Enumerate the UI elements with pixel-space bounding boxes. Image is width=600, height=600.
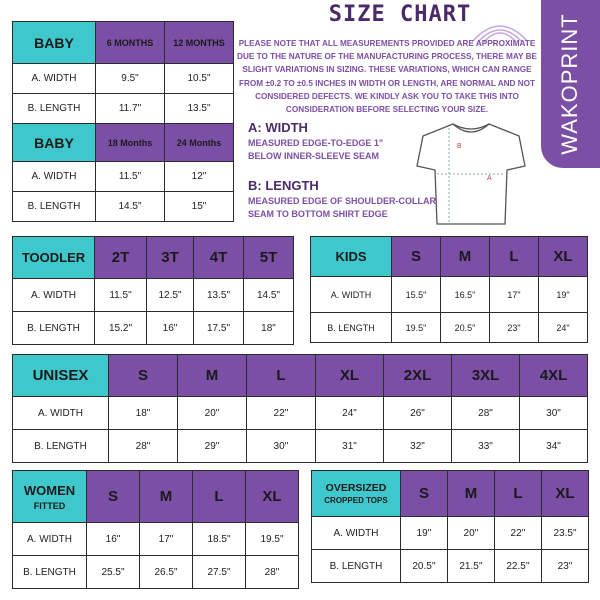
table-cell: 16" <box>87 523 140 556</box>
row-label: B. LENGTH <box>13 94 96 124</box>
unisex-size-table <box>12 354 588 463</box>
size-header: M <box>441 237 490 277</box>
table-label: BABY <box>13 22 96 64</box>
size-header: 2XL <box>384 355 452 397</box>
table-cell: 15.5" <box>392 277 441 313</box>
row-label: B. LENGTH <box>13 312 95 345</box>
row-label: B. LENGTH <box>13 430 109 463</box>
row-label: A. WIDTH <box>13 523 87 556</box>
size-header: XL <box>539 237 588 277</box>
table-cell: 15" <box>165 192 234 222</box>
table-cell: 25.5" <box>87 556 140 589</box>
table-label: KIDS <box>311 237 392 277</box>
size-header: S <box>109 355 178 397</box>
table-cell: 23" <box>542 550 589 583</box>
table-label <box>13 471 87 523</box>
size-header: M <box>178 355 247 397</box>
size-header: L <box>193 471 246 523</box>
table-label-main: OVERSIZED <box>325 482 387 494</box>
table-cell: 11.7" <box>96 94 165 124</box>
table-cell: 32" <box>384 430 452 463</box>
size-header: L <box>495 471 542 517</box>
table-cell: 18" <box>244 312 294 345</box>
tshirt-diagram-icon <box>415 118 527 228</box>
table-cell: 17.5" <box>194 312 244 345</box>
table-cell: 16.5" <box>441 277 490 313</box>
table-cell: 28" <box>246 556 299 589</box>
size-header: M <box>140 471 193 523</box>
table-cell: 29" <box>178 430 247 463</box>
table-cell: 9.5" <box>96 64 165 94</box>
table-cell: 18.5" <box>193 523 246 556</box>
table-cell: 13.5" <box>194 279 244 312</box>
row-label: A. WIDTH <box>13 64 96 94</box>
kids-size-table <box>310 236 588 343</box>
table-cell: 28" <box>452 397 520 430</box>
table-cell: 22.5'' <box>495 550 542 583</box>
baby-months-size-table <box>12 123 234 222</box>
table-cell: 19'' <box>401 517 448 550</box>
width-heading: A: WIDTH <box>248 120 308 135</box>
row-label: B. LENGTH <box>312 550 401 583</box>
table-cell: 14.5" <box>96 192 165 222</box>
table-cell: 19.5" <box>392 313 441 343</box>
table-cell: 30'' <box>247 430 316 463</box>
table-cell: 21.5'' <box>448 550 495 583</box>
size-header: L <box>490 237 539 277</box>
size-header: XL <box>316 355 384 397</box>
table-label: BABY <box>13 124 96 162</box>
table-cell: 17" <box>140 523 193 556</box>
table-cell: 20'' <box>448 517 495 550</box>
length-heading: B: LENGTH <box>248 178 319 193</box>
table-cell: 34" <box>520 430 588 463</box>
women-fitted-size-table <box>12 470 299 589</box>
row-label: B. LENGTH <box>311 313 392 343</box>
table-cell: 17" <box>490 277 539 313</box>
row-label: B. LENGTH <box>13 192 96 222</box>
size-header: 3XL <box>452 355 520 397</box>
table-cell: 19.5" <box>246 523 299 556</box>
oversized-cropped-size-table <box>311 470 589 583</box>
table-cell: 23" <box>490 313 539 343</box>
size-header: M <box>448 471 495 517</box>
table-label-main: WOMEN <box>23 482 76 498</box>
size-header: 5T <box>244 237 294 279</box>
table-cell: 23.5" <box>542 517 589 550</box>
size-header: 2T <box>95 237 147 279</box>
table-cell: 11.5" <box>95 279 147 312</box>
size-header: S <box>401 471 448 517</box>
row-label: A. WIDTH <box>312 517 401 550</box>
row-label: B. LENGTH <box>13 556 87 589</box>
size-header: 3T <box>147 237 194 279</box>
table-label-sub: FITTED <box>33 500 66 511</box>
page-title: SIZE CHART <box>328 2 472 27</box>
table-cell: 13.5" <box>165 94 234 124</box>
table-cell: 28" <box>109 430 178 463</box>
table-cell: 22'' <box>495 517 542 550</box>
baby-size-table <box>12 21 234 124</box>
row-label: A. WIDTH <box>13 162 96 192</box>
table-cell: 24" <box>539 313 588 343</box>
size-header: XL <box>542 471 589 517</box>
table-cell: 12" <box>165 162 234 192</box>
length-description: MEASURED EDGE OF SHOULDER-COLLAR SEAM TO BOTTOM SHIRT EDGE <box>248 196 437 219</box>
table-cell: 26" <box>384 397 452 430</box>
table-cell: 20" <box>178 397 247 430</box>
table-label: UNISEX <box>13 355 109 397</box>
table-cell: 14.5" <box>244 279 294 312</box>
table-cell: 19" <box>539 277 588 313</box>
brand-banner <box>541 0 600 168</box>
size-header: L <box>247 355 316 397</box>
mark-a-label: A <box>487 175 492 182</box>
table-cell: 10.5" <box>165 64 234 94</box>
table-cell: 26.5" <box>140 556 193 589</box>
size-header: S <box>87 471 140 523</box>
size-header: 24 Months <box>165 124 234 162</box>
row-label: A. WIDTH <box>13 397 109 430</box>
size-header: 4T <box>194 237 244 279</box>
table-cell: 16" <box>147 312 194 345</box>
table-cell: 22'' <box>247 397 316 430</box>
sizing-notice: PLEASE NOTE THAT ALL MEASUREMENTS PROVIDED ARE APPROXIMATE DUE TO THE NATURE OF THE MANUFACTURING PROCESS, THERE MAY BE SLIGHT VARIATIONS IN SIZING. THESE VARIATIONS, WHICH CAN RANGE FROM ±0.2 TO ±0.5 INCHES IN WIDTH OR LENGTH, ARE NORMAL AND NOT CONSIDERED DEFECTS. WE KINDLY ASK YOU TO TAKE THIS INTO CONSIDERATION BEFORE SELECTING YOUR SIZE. <box>237 39 537 115</box>
table-label <box>312 471 401 517</box>
table-cell: 11.5" <box>96 162 165 192</box>
size-header: XL <box>246 471 299 523</box>
table-cell: 27.5" <box>193 556 246 589</box>
table-label: TOODLER <box>13 237 95 279</box>
table-cell: 18" <box>109 397 178 430</box>
size-header: 12 MONTHS <box>165 22 234 64</box>
mark-b-label: B <box>457 143 462 150</box>
table-cell: 20.5'' <box>401 550 448 583</box>
size-header: S <box>392 237 441 277</box>
size-header: 4XL <box>520 355 588 397</box>
size-header: 18 Months <box>96 124 165 162</box>
brand-name: WAKOPRINT <box>557 13 582 155</box>
table-cell: 24" <box>316 397 384 430</box>
size-header: 6 MONTHS <box>96 22 165 64</box>
table-cell: 30" <box>520 397 588 430</box>
width-description: MEASURED EDGE-TO-EDGE 1" BELOW INNER-SLEEVE SEAM <box>248 138 384 161</box>
row-label: A. WIDTH <box>311 277 392 313</box>
table-cell: 12.5" <box>147 279 194 312</box>
table-cell: 33" <box>452 430 520 463</box>
table-cell: 31" <box>316 430 384 463</box>
table-cell: 15.2" <box>95 312 147 345</box>
toddler-size-table <box>12 236 294 345</box>
table-cell: 20.5" <box>441 313 490 343</box>
row-label: A. WIDTH <box>13 279 95 312</box>
table-label-sub: CROPPED TOPS <box>324 496 388 505</box>
